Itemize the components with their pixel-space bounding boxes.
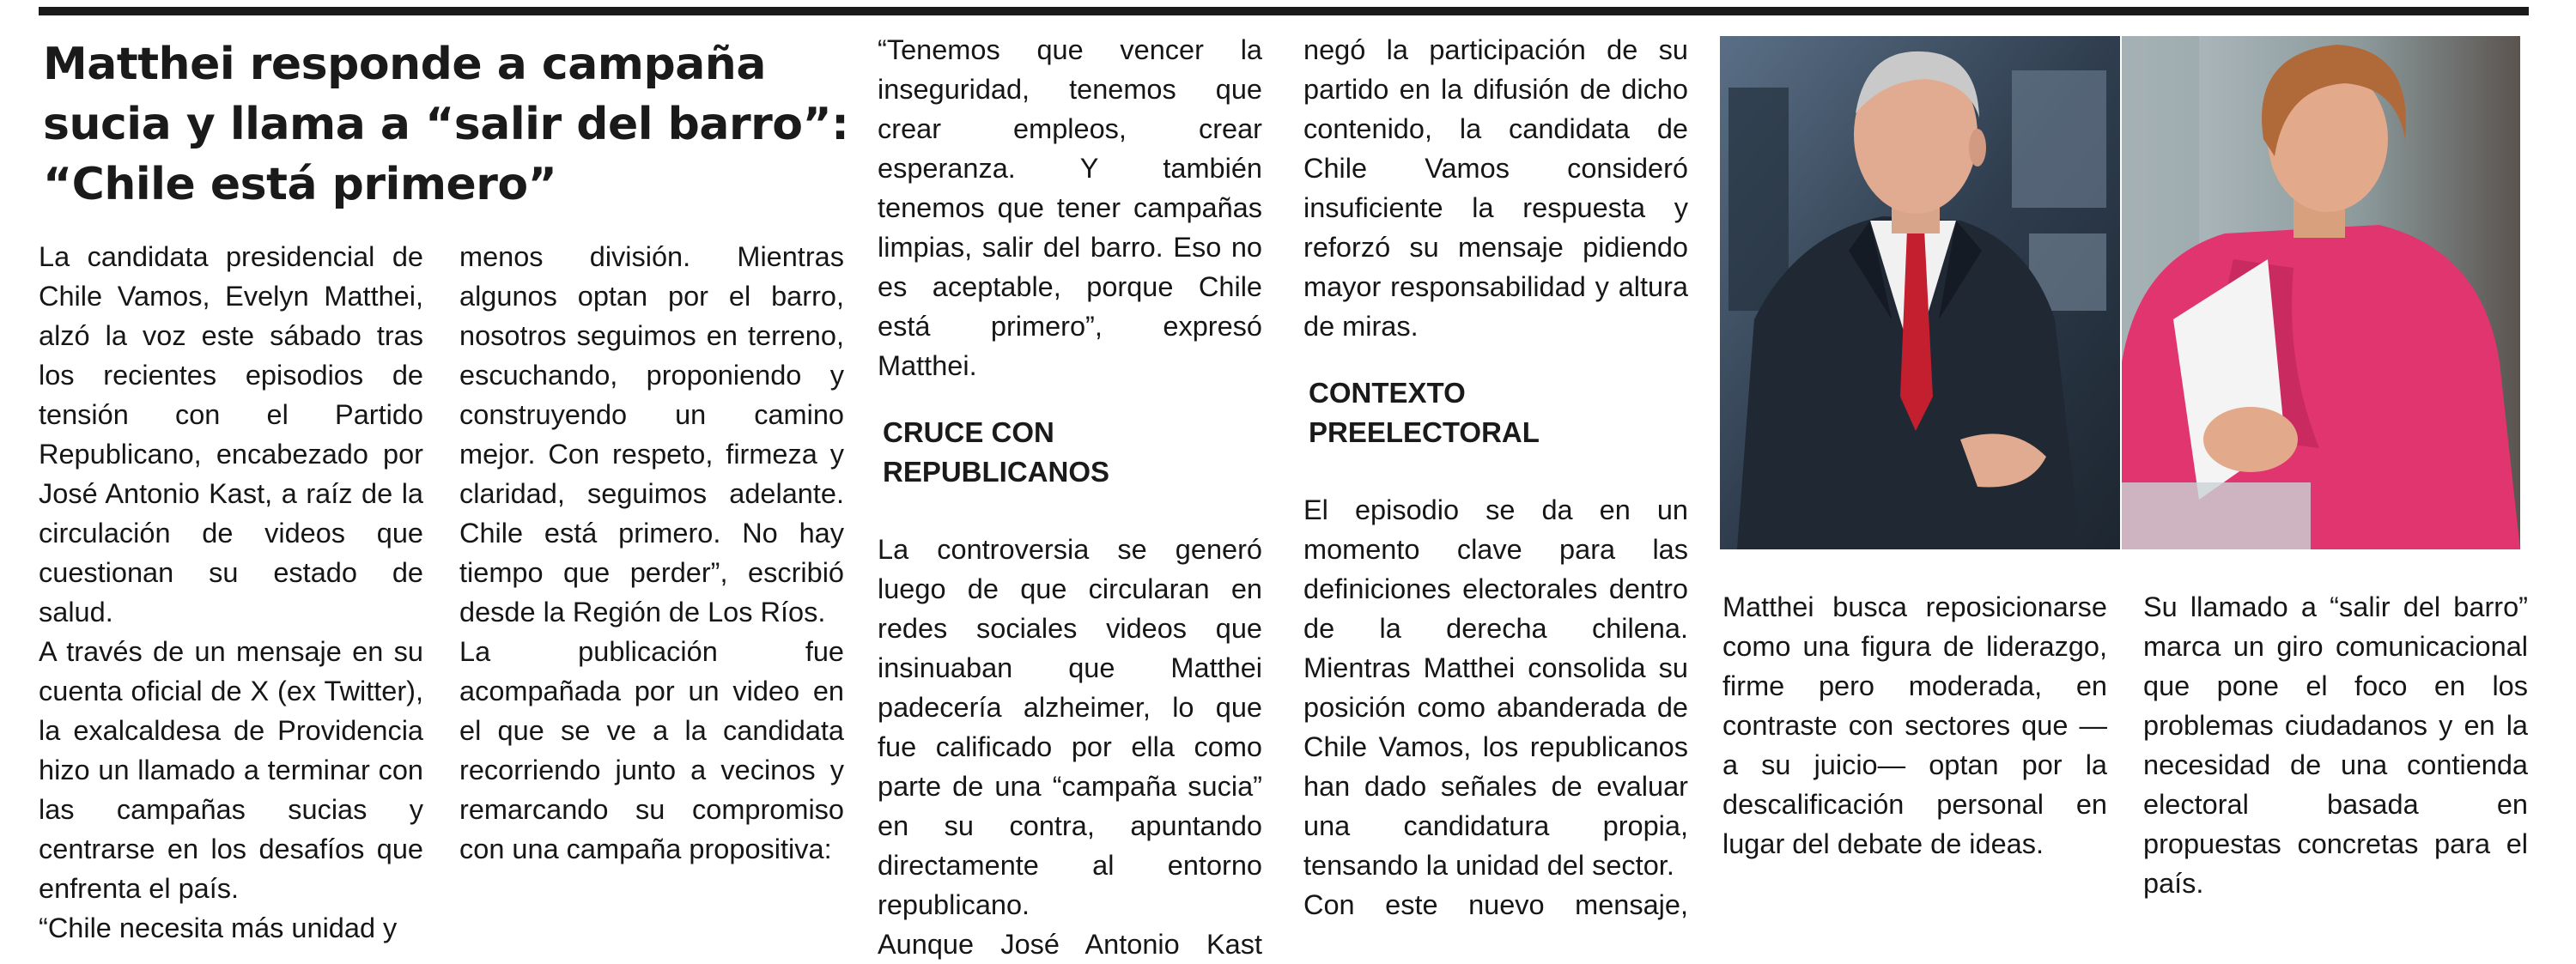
paragraph: La publicación fue acompañada por un video en el que se ve a la candidata recorriendo junto a vecinos y remarcando su compromiso con una campaña propositiva: <box>459 636 844 864</box>
paragraph: “Chile necesita más unidad y <box>39 912 398 943</box>
paragraph: negó la participación de su partido en la difusión de dicho contenido, la candidata de Chile Vamos consideró insuficiente la respuesta y reforzó su mensaje pidiendo mayor responsabilidad y altura de miras. <box>1303 34 1688 342</box>
paragraph: Matthei busca reposicionarse como una figura de liderazgo, firme pero moderada, en contraste con sectores que —a su juicio— optan por la descalificación personal en lugar del debate de ideas. <box>1722 591 2107 859</box>
paragraph: Aunque José Antonio Kast <box>878 929 1262 960</box>
paragraph: menos división. Mientras algunos optan por el barro, nosotros seguimos en terreno, escuchando, proponiendo y construyendo un camino mejor. Con respeto, firmeza y claridad, seguimos adelante. Chile está primero. No hay tiempo que perder”, escribió desde la Región de Los Ríos. <box>459 241 844 628</box>
paragraph: La controversia se generó luego de que circularan en redes sociales videos que insinuaban que Matthei padecería alzheimer, lo que fue calificado por ella como parte de una “campaña sucia” en su contra, apuntando directamente al entorno republicano. <box>878 534 1262 920</box>
column-3 <box>878 30 1262 964</box>
column-1 <box>39 237 423 948</box>
photo-woman-pink-jacket <box>2122 36 2520 549</box>
subhead-contexto: CONTEXTO PREELECTORAL <box>1309 377 1540 448</box>
photo-man-in-suit <box>1720 36 2120 549</box>
paragraph: A través de un mensaje en su cuenta oficial de X (ex Twitter), la exalcaldesa de Providencia hizo un llamado a terminar con las campañas sucias y centrarse en los desafíos que enfrenta el país. <box>39 636 423 904</box>
column-2 <box>459 237 844 869</box>
paragraph: “Tenemos que vencer la inseguridad, tenemos que crear empleos, crear esperanza. Y también tenemos que tener campañas limpias, salir del barro. Eso no es aceptable, porque Chile está primero”, expresó Matthei. <box>878 34 1262 381</box>
headline: Matthei responde a campaña sucia y llama a “salir del barro”: “Chile está primero” <box>43 39 849 210</box>
man-illustration <box>1720 36 2120 549</box>
paragraph: El episodio se da en un momento clave para las definiciones electorales dentro de la derecha chilena. Mientras Matthei consolida su posición como abanderada de Chile Vamos, los republicanos han dado señales de evaluar una candidatura propia, tensando la unidad del sector. <box>1303 494 1688 881</box>
news-photo <box>1720 36 2520 549</box>
column-4 <box>1303 30 1688 925</box>
column-5 <box>1722 587 2107 864</box>
woman-illustration <box>2122 36 2520 549</box>
column-6 <box>2143 587 2528 903</box>
paragraph: La candidata presidencial de Chile Vamos, Evelyn Matthei, alzó la voz este sábado tras los recientes episodios de tensión con el Partido Republicano, encabezado por José Antonio Kast, a raíz de la circulación de videos que cuestionan su estado de salud. <box>39 241 423 628</box>
paragraph: Su llamado a “salir del barro” marca un giro comunicacional que pone el foco en los problemas ciudadanos y en la necesidad de una contienda electoral basada en propuestas concretas para el país. <box>2143 591 2528 899</box>
paragraph: Con este nuevo mensaje, <box>1303 889 1688 920</box>
top-rule <box>39 7 2529 15</box>
subhead-cruce: CRUCE CON REPUBLICANOS <box>883 416 1110 488</box>
